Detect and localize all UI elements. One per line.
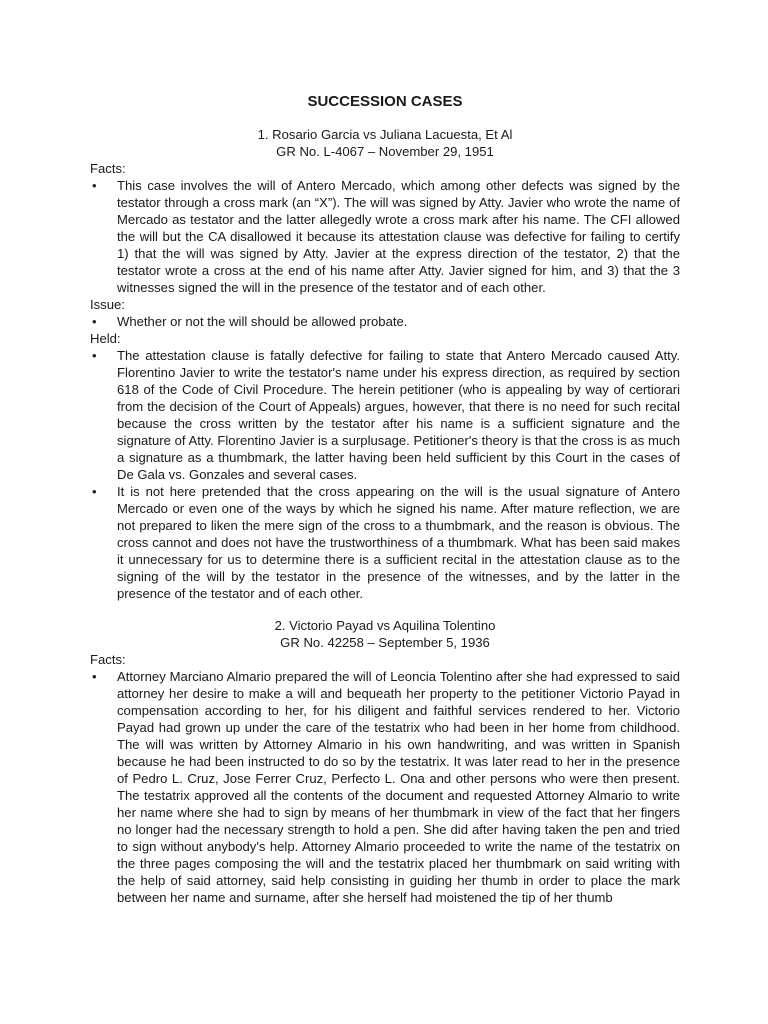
document-title: SUCCESSION CASES [307,93,463,110]
facts-list [90,668,680,906]
held-list [90,347,680,602]
section-label-held: Held: [90,331,121,346]
paragraph-text: Attorney Marciano Almario prepared the will of Leoncia Tolentino after she had expressed to said attorney her desire to make a will and bequeath her property to the petitioner Victorio Payad in compensation according to her, for his diligent and faithful services rendered to her. Victorio Payad had grown up under the care of the testatrix who had been in her home from childhood. The will was written by Attorney Almario in his own handwriting, and was written in Spanish because he had been instructed to do so by the testatrix. It was later read to her in the presence of Pedro L. Cruz, Jose Ferrer Cruz, Perfecto L. Ona and other persons who were then present. The testatrix approved all the contents of the document and requested Attorney Almario to write her name where she had to sign by means of her thumbmark in view of the fact that her fingers no longer had the necessary strength to hold a pen. She did after having taken the pen and tried to sign without anybody's help. Attorney Almario proceeded to write the name of the testatrix on the three pages composing the will and the testatrix placed her thumbmark on said writing with the help of said attorney, said help consisting in guiding her thumb in order to place the mark between her name and surname, after she herself had moistened the tip of her thumb [117,669,680,905]
bullet-icon: • [92,178,97,193]
bullet-icon: • [92,348,97,363]
case-gr-number: GR No. L-4067 – November 29, 1951 [276,144,494,159]
section-label-facts: Facts: [90,652,126,667]
paragraph-text: It is not here pretended that the cross appearing on the will is the usual signature of Antero Mercado or even one of the ways by which he signed his name. After mature reflection, we are not prepared to liken the mere sign of the cross to a thumbmark, and the reason is obvious. The cross cannot and does not have the trustworthiness of a thumbmark. What has been said makes it unnecessary for us to determine there is a sufficient recital in the attestation clause as to the signing of the will by the testator in the presence of the witnesses, and by the latter in the presence of the testator and of each other. [117,484,680,601]
list-item [90,177,680,296]
list-item [90,313,680,330]
case-title: 1. Rosario Garcia vs Juliana Lacuesta, Et Al [257,127,513,142]
bullet-icon: • [92,484,97,499]
list-item [90,347,680,483]
case-gr-number: GR No. 42258 – September 5, 1936 [280,635,490,650]
document-page [90,92,680,906]
case-1 [90,126,680,602]
case-heading [90,126,680,160]
case-2 [90,617,680,906]
bullet-icon: • [92,314,97,329]
list-item [90,483,680,602]
section-label-issue: Issue: [90,297,125,312]
case-title: 2. Victorio Payad vs Aquilina Tolentino [274,618,496,633]
bullet-icon: • [92,669,97,684]
paragraph-text: The attestation clause is fatally defective for failing to state that Antero Mercado caused Atty. Florentino Javier to write the testator's name under his express direction, as required by section 618 of the Code of Civil Procedure. The herein petitioner (who is appealing by way of certiorari from the decision of the Court of Appeals) argues, however, that there is no need for such recital because the cross written by the testator after his name is a sufficient signature and the signature of Atty. Florentino Javier is a surplusage. Petitioner's theory is that the cross is as much a signature as a thumbmark, the latter having been held sufficient by this Court in the cases of De Gala vs. Gonzales and several cases. [117,348,680,482]
list-item [90,668,680,906]
paragraph-text: Whether or not the will should be allowed probate. [117,314,408,329]
facts-list [90,177,680,296]
section-label-facts: Facts: [90,161,126,176]
case-heading [90,617,680,651]
issue-list [90,313,680,330]
paragraph-text: This case involves the will of Antero Mercado, which among other defects was signed by the testator through a cross mark (an “X”). The will was signed by Atty. Javier who wrote the name of Mercado as testator and the latter allegedly wrote a cross mark after his name. The CFI allowed the will but the CA disallowed it because its attestation clause was defective for failing to certify 1) that the will was signed by Atty. Javier at the express direction of the testator, 2) that the testator wrote a cross at the end of his name after Atty. Javier signed for him, and 3) that the 3 witnesses signed the will in the presence of the testator and of each other. [117,178,680,295]
